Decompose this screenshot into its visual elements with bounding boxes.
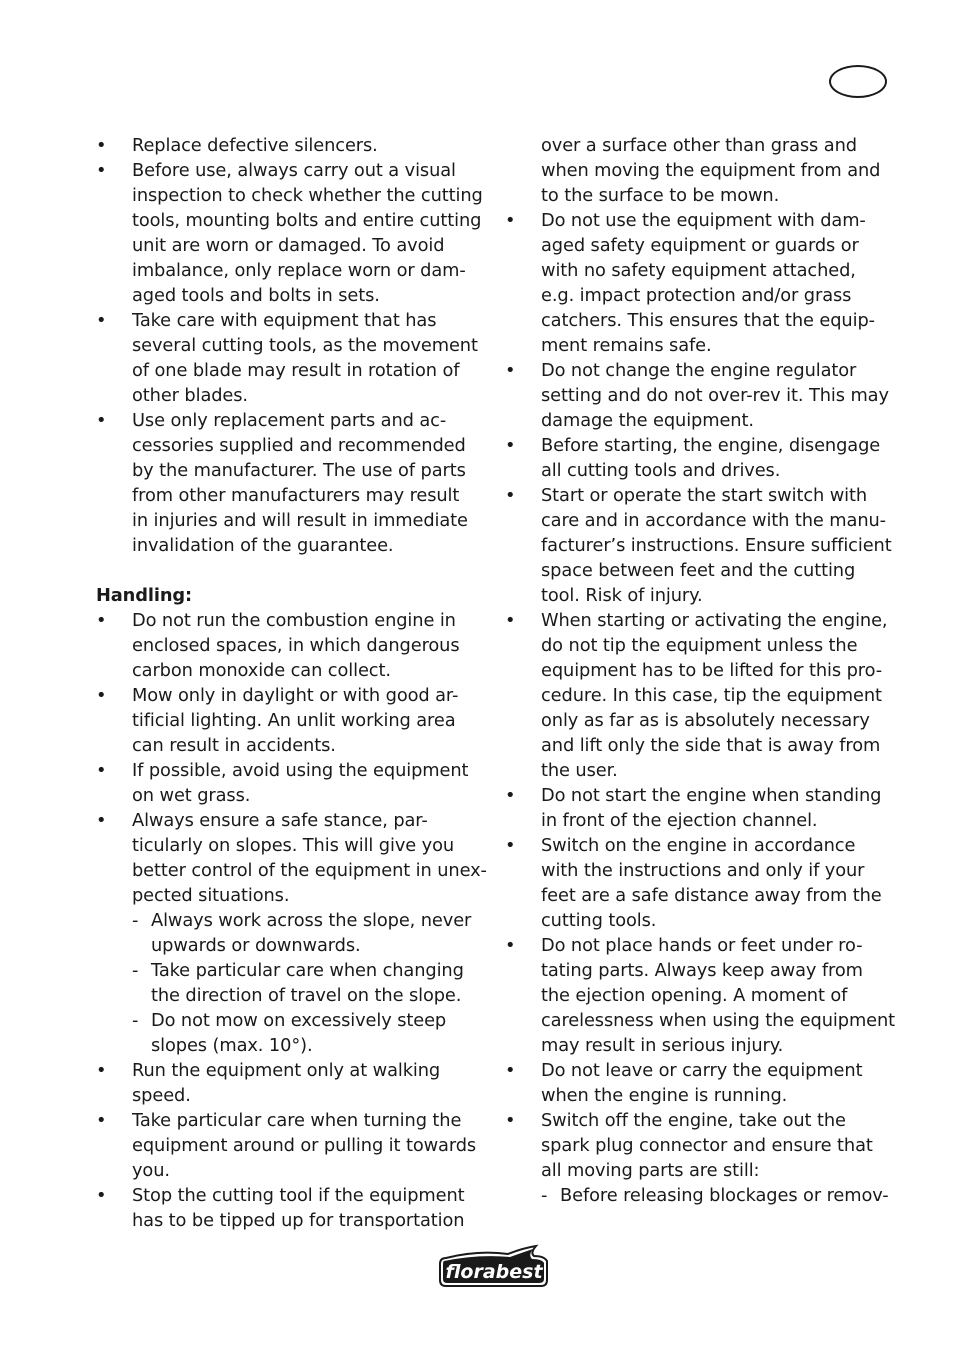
- text-line: [96, 333, 496, 358]
- text-line: [505, 558, 905, 583]
- line-text: tificial lighting. An unlit working area: [132, 710, 456, 731]
- bullet-item-line: [96, 408, 496, 433]
- dash-icon: -: [132, 1010, 139, 1031]
- line-text: tool. Risk of injury.: [541, 585, 703, 606]
- bullet-item-line: [96, 133, 496, 158]
- line-text: Always ensure a safe stance, par-: [132, 810, 428, 831]
- line-text: enclosed spaces, in which dangerous: [132, 635, 460, 656]
- text-line: [96, 1158, 496, 1183]
- text-line: [96, 233, 496, 258]
- line-text: the direction of travel on the slope.: [151, 985, 462, 1006]
- logo-text: florabest: [445, 1261, 543, 1283]
- line-text: slopes (max. 10°).: [151, 1035, 313, 1056]
- line-text: cutting tools.: [541, 910, 657, 931]
- line-text: Do not change the engine regulator: [541, 360, 857, 381]
- line-text: Start or operate the start switch with: [541, 485, 868, 506]
- florabest-logo: [438, 1244, 551, 1289]
- text-line: [505, 733, 905, 758]
- line-text: when moving the equipment from and: [541, 160, 881, 181]
- text-line: [96, 708, 496, 733]
- bullet-icon: •: [96, 610, 107, 631]
- line-text: Take particular care when turning the: [132, 1110, 462, 1131]
- text-line: [96, 733, 496, 758]
- line-text: Mow only in daylight or with good ar-: [132, 685, 459, 706]
- text-line: [96, 633, 496, 658]
- sub-item-line: [96, 908, 496, 933]
- line-text: cedure. In this case, tip the equipment: [541, 685, 882, 706]
- text-line: [96, 1208, 496, 1233]
- text-line: [505, 133, 905, 158]
- bullet-item-line: [96, 808, 496, 833]
- line-text: invalidation of the guarantee.: [132, 535, 394, 556]
- bullet-item-line: [505, 608, 905, 633]
- line-text: feet are a safe distance away from the: [541, 885, 882, 906]
- line-text: can result in accidents.: [132, 735, 336, 756]
- line-text: unit are worn or damaged. To avoid: [132, 235, 445, 256]
- line-text: catchers. This ensures that the equip-: [541, 310, 875, 331]
- line-text: imbalance, only replace worn or dam-: [132, 260, 466, 281]
- line-text: only as far as is absolutely necessary: [541, 710, 870, 731]
- text-line: [505, 308, 905, 333]
- text-line: [505, 158, 905, 183]
- line-text: aged tools and bolts in sets.: [132, 285, 380, 306]
- line-text: upwards or downwards.: [151, 935, 361, 956]
- line-text: pected situations.: [132, 885, 290, 906]
- bullet-item-line: [96, 1108, 496, 1133]
- line-text: Use only replacement parts and ac-: [132, 410, 447, 431]
- text-line: [96, 933, 496, 958]
- line-text: tools, mounting bolts and entire cutting: [132, 210, 482, 231]
- line-text: Take particular care when changing: [151, 960, 464, 981]
- text-line: [505, 508, 905, 533]
- line-text: e.g. impact protection and/or grass: [541, 285, 852, 306]
- sub-item-line: [96, 1008, 496, 1033]
- text-line: [96, 508, 496, 533]
- text-line: [505, 758, 905, 783]
- text-line: [96, 983, 496, 1008]
- line-text: facturer’s instructions. Ensure sufficient: [541, 535, 892, 556]
- line-text: inspection to check whether the cutting: [132, 185, 483, 206]
- line-text: carbon monoxide can collect.: [132, 660, 391, 681]
- bullet-item-line: [505, 483, 905, 508]
- section-heading: Handling:: [96, 585, 193, 606]
- text-line: [505, 708, 905, 733]
- line-text: Before releasing blockages or remov-: [560, 1185, 889, 1206]
- text-line: [96, 258, 496, 283]
- line-text: when the engine is running.: [541, 1085, 788, 1106]
- bullet-icon: •: [96, 310, 107, 331]
- sub-item-line: [505, 1183, 905, 1208]
- bullet-icon: •: [96, 1060, 107, 1081]
- line-text: Do not use the equipment with dam-: [541, 210, 866, 231]
- line-text: with the instructions and only if your: [541, 860, 865, 881]
- text-line: [505, 333, 905, 358]
- text-line: [96, 183, 496, 208]
- text-line: [505, 808, 905, 833]
- bullet-item-line: [505, 1108, 905, 1133]
- text-line: [96, 658, 496, 683]
- left-text-column: [96, 133, 496, 1233]
- line-text: setting and do not over-rev it. This may: [541, 385, 889, 406]
- line-text: in front of the ejection channel.: [541, 810, 818, 831]
- bullet-icon: •: [505, 435, 516, 456]
- text-line: [505, 858, 905, 883]
- bullet-item-line: [505, 208, 905, 233]
- bullet-item-line: [96, 1058, 496, 1083]
- line-text: space between feet and the cutting: [541, 560, 856, 581]
- line-text: tating parts. Always keep away from: [541, 960, 863, 981]
- text-line: [505, 283, 905, 308]
- bullet-icon: •: [96, 160, 107, 181]
- text-line: [505, 908, 905, 933]
- line-text: the ejection opening. A moment of: [541, 985, 848, 1006]
- line-text: may result in serious injury.: [541, 1035, 784, 1056]
- line-text: the user.: [541, 760, 618, 781]
- bullet-icon: •: [96, 685, 107, 706]
- line-text: with no safety equipment attached,: [541, 260, 856, 281]
- text-line: [505, 258, 905, 283]
- text-line: [96, 483, 496, 508]
- text-line: [505, 883, 905, 908]
- line-text: care and in accordance with the manu-: [541, 510, 886, 531]
- line-text: to the surface to be mown.: [541, 185, 780, 206]
- bullet-icon: •: [96, 135, 107, 156]
- line-text: Run the equipment only at walking: [132, 1060, 441, 1081]
- bullet-item-line: [505, 783, 905, 808]
- bullet-item-line: [505, 1058, 905, 1083]
- line-text: spark plug connector and ensure that: [541, 1135, 873, 1156]
- line-text: Take care with equipment that has: [132, 310, 437, 331]
- dash-icon: -: [132, 960, 139, 981]
- line-text: ticularly on slopes. This will give you: [132, 835, 455, 856]
- sub-item-line: [96, 958, 496, 983]
- text-line: [505, 1158, 905, 1183]
- line-text: you.: [132, 1160, 170, 1181]
- line-text: Do not leave or carry the equipment: [541, 1060, 863, 1081]
- text-line: [96, 283, 496, 308]
- bullet-icon: •: [505, 210, 516, 231]
- line-text: Do not mow on excessively steep: [151, 1010, 447, 1031]
- text-line: [96, 1083, 496, 1108]
- line-text: cessories supplied and recommended: [132, 435, 466, 456]
- bullet-item-line: [96, 758, 496, 783]
- text-line: [96, 1133, 496, 1158]
- line-text: by the manufacturer. The use of parts: [132, 460, 466, 481]
- text-line: [505, 458, 905, 483]
- text-line: [96, 458, 496, 483]
- dash-icon: -: [132, 910, 139, 931]
- bullet-icon: •: [96, 1185, 107, 1206]
- line-text: of one blade may result in rotation of: [132, 360, 460, 381]
- line-text: all cutting tools and drives.: [541, 460, 781, 481]
- line-text: Before starting, the engine, disengage: [541, 435, 881, 456]
- bullet-item-line: [96, 608, 496, 633]
- line-text: equipment around or pulling it towards: [132, 1135, 477, 1156]
- bullet-item-line: [96, 683, 496, 708]
- text-line: [96, 433, 496, 458]
- bullet-icon: •: [505, 360, 516, 381]
- text-line: [505, 1008, 905, 1033]
- language-badge: [829, 65, 887, 98]
- bullet-item-line: [505, 833, 905, 858]
- line-text: several cutting tools, as the movement: [132, 335, 478, 356]
- blank-line: [96, 558, 496, 583]
- line-text: on wet grass.: [132, 785, 251, 806]
- text-line: [96, 783, 496, 808]
- text-line: [96, 358, 496, 383]
- line-text: Do not start the engine when standing: [541, 785, 882, 806]
- text-line: [505, 233, 905, 258]
- bullet-icon: •: [505, 935, 516, 956]
- bullet-item-line: [96, 308, 496, 333]
- text-line: [96, 1033, 496, 1058]
- line-text: speed.: [132, 1085, 191, 1106]
- text-line: [96, 383, 496, 408]
- line-text: If possible, avoid using the equipment: [132, 760, 469, 781]
- line-text: over a surface other than grass and: [541, 135, 857, 156]
- text-line: [505, 1133, 905, 1158]
- text-line: [505, 183, 905, 208]
- text-line: [96, 533, 496, 558]
- line-text: carelessness when using the equipment: [541, 1010, 896, 1031]
- line-text: other blades.: [132, 385, 248, 406]
- bullet-icon: •: [505, 485, 516, 506]
- text-line: [505, 983, 905, 1008]
- line-text: ment remains safe.: [541, 335, 712, 356]
- line-text: do not tip the equipment unless the: [541, 635, 858, 656]
- line-text: Stop the cutting tool if the equipment: [132, 1185, 465, 1206]
- text-line: [96, 833, 496, 858]
- line-text: and lift only the side that is away from: [541, 735, 881, 756]
- line-text: Replace defective silencers.: [132, 135, 378, 156]
- line-text: Do not run the combustion engine in: [132, 610, 456, 631]
- text-line: [96, 883, 496, 908]
- line-text: has to be tipped up for transportation: [132, 1210, 465, 1231]
- line-text: damage the equipment.: [541, 410, 754, 431]
- text-line: [505, 383, 905, 408]
- bullet-icon: •: [505, 610, 516, 631]
- line-text: When starting or activating the engine,: [541, 610, 888, 631]
- text-line: [505, 633, 905, 658]
- line-text: Do not place hands or feet under ro-: [541, 935, 863, 956]
- bullet-item-line: [96, 1183, 496, 1208]
- bullet-icon: •: [505, 1110, 516, 1131]
- line-text: aged safety equipment or guards or: [541, 235, 859, 256]
- bullet-icon: •: [96, 760, 107, 781]
- bullet-item-line: [505, 933, 905, 958]
- text-line: [96, 858, 496, 883]
- line-text: Before use, always carry out a visual: [132, 160, 456, 181]
- text-line: [505, 533, 905, 558]
- bullet-icon: •: [505, 785, 516, 806]
- line-text: in injuries and will result in immediate: [132, 510, 468, 531]
- line-text: better control of the equipment in unex-: [132, 860, 487, 881]
- line-text: Always work across the slope, never: [151, 910, 472, 931]
- bullet-icon: •: [505, 1060, 516, 1081]
- line-text: from other manufacturers may result: [132, 485, 460, 506]
- right-text-column: [505, 133, 905, 1208]
- bullet-icon: •: [96, 410, 107, 431]
- bullet-item-line: [96, 158, 496, 183]
- text-line: [505, 1033, 905, 1058]
- text-line: [505, 408, 905, 433]
- line-text: equipment has to be lifted for this pro-: [541, 660, 883, 681]
- bullet-icon: •: [505, 835, 516, 856]
- text-line: [505, 683, 905, 708]
- dash-icon: -: [541, 1185, 548, 1206]
- bullet-item-line: [505, 433, 905, 458]
- text-line: [505, 958, 905, 983]
- text-line: [505, 583, 905, 608]
- text-line: [505, 658, 905, 683]
- line-text: all moving parts are still:: [541, 1160, 760, 1181]
- text-line: [96, 208, 496, 233]
- bullet-icon: •: [96, 1110, 107, 1131]
- bullet-item-line: [505, 358, 905, 383]
- text-line: [505, 1083, 905, 1108]
- line-text: Switch off the engine, take out the: [541, 1110, 846, 1131]
- bullet-icon: •: [96, 810, 107, 831]
- line-text: Switch on the engine in accordance: [541, 835, 856, 856]
